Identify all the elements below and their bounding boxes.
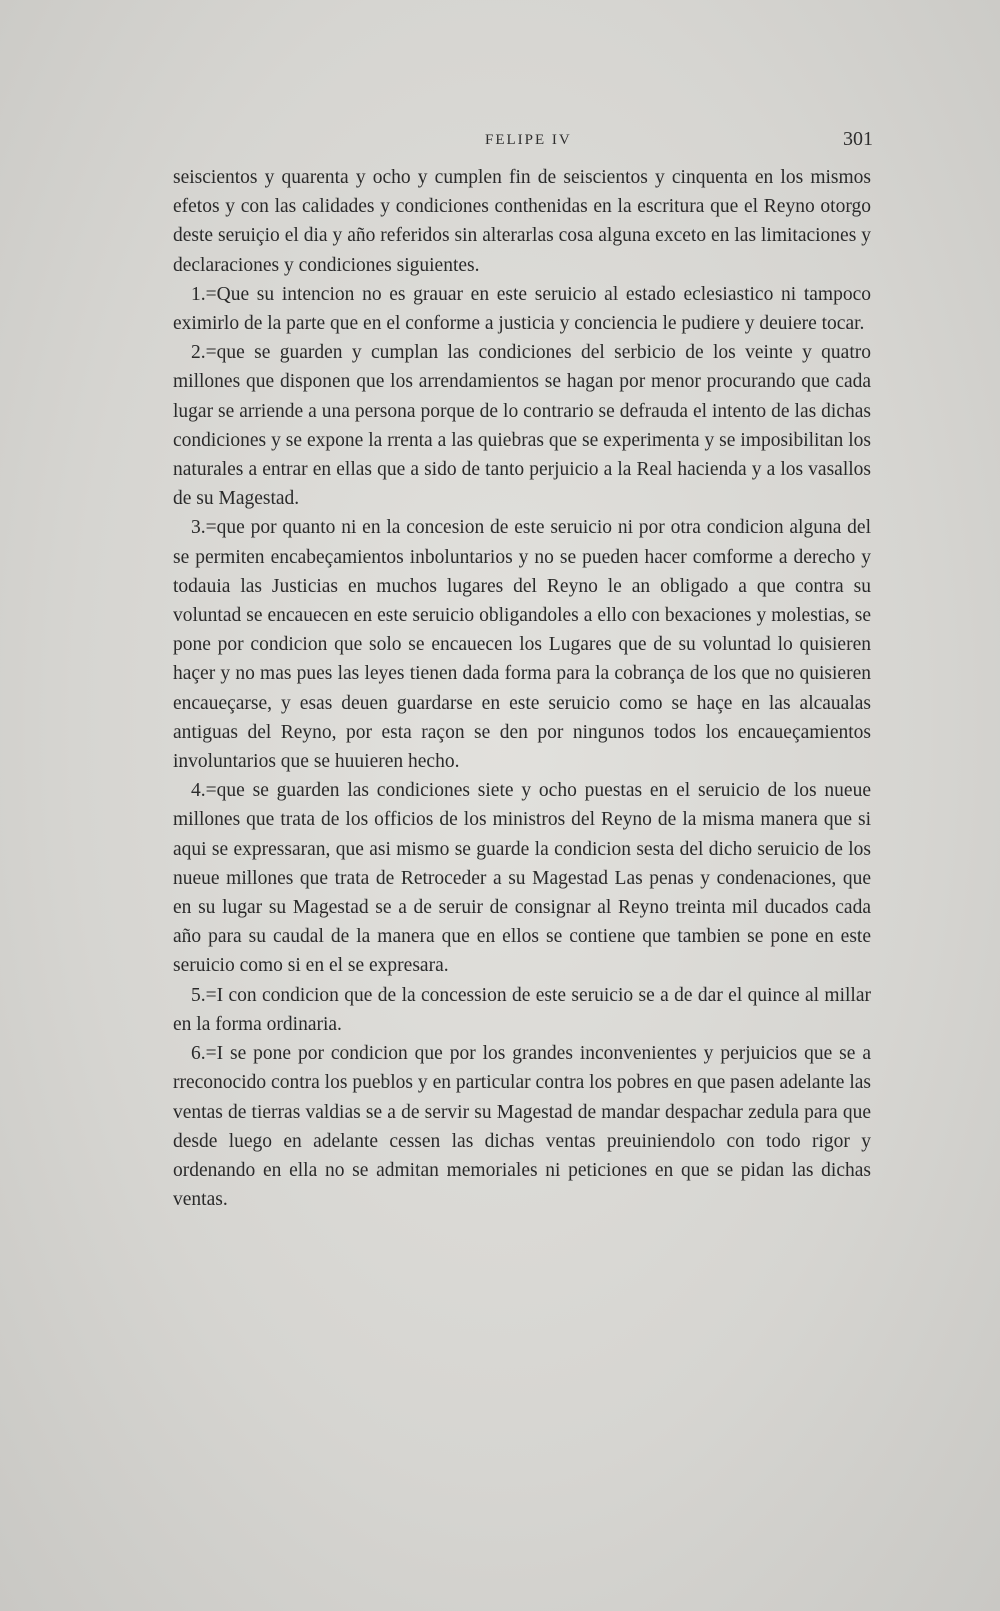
paragraph-condition-3: 3.=que por quanto ni en la concesion de este seruicio ni por otra condicion alguna del se permiten encabeçamientos inboluntarios y no se pueden hacer comforme a derecho y todauia las Justicias en muchos lugares del Reyno le an obligado a que contra su voluntad se encauecen en este seruicio obligandoles a ello con bexaciones y molestias, se pone por condicion que solo se encauecen los Lugares que de su voluntad lo quisieren haçer y no mas pues las leyes tienen dada forma para la cobrança de los que no quisieren encaueçarse, y esas deuen guardarse en este seruicio como se haçe en las alcaualas antiguas del Reyno, por esta raçon se den por ningunos todos los encaueçamientos involuntarios que se huuieren hecho. (173, 517, 871, 773)
body-text (173, 163, 871, 1214)
page-header (173, 128, 873, 158)
paragraph-condition-6: 6.=I se pone por condicion que por los grandes inconvenientes y perjuicios que se a rreconocido contra los pueblos y en particular contra los pobres en que pasen adelante las ventas de tierras valdias se a de servir su Magestad de mandar despachar zedula para que desde luego en adelante cessen las dichas ventas preuiniendolo con todo rigor y ordenando en ella no se admitan memoriales ni peticiones en que se pidan las dichas ventas. (173, 1043, 871, 1211)
paragraph-condition-4: 4.=que se guarden las condiciones siete y ocho puestas en el seruicio de los nueue millones que trata de los officios de los ministros del Reyno de la misma manera que si aqui se expressaran, que asi mismo se guarde la condicion sesta del dicho seruicio de los nueue millones que trata de Retroceder a su Magestad Las penas y condenaciones, que en su lugar su Magestad se a de seruir de consignar al Reyno treinta mil ducados cada año para su caudal de la manera que en ellos se contiene que tambien se pone en este seruicio como si en el se expresara. (173, 780, 871, 977)
paragraph-condition-2: 2.=que se guarden y cumplan las condiciones del serbicio de los veinte y quatro millones que disponen que los arrendamientos se hagan por menor procurando que cada lugar se arriende a una persona porque de lo contrario se defrauda el intento de las dichas condiciones y se expone la rrenta a las quiebras que se experimenta y se imposibilitan los naturales a entrar en ellas que a sido de tanto perjuicio a la Real hacienda y a los vasallos de su Magestad. (173, 342, 871, 510)
paragraph-condition-5: 5.=I con condicion que de la concession de este seruicio se a de dar el quince al millar en la forma ordinaria. (173, 984, 871, 1035)
paragraph-continuation: seiscientos y quarenta y ocho y cumplen fin de seiscientos y cinquenta en los mismos efetos y con las calidades y condiciones conthenidas en la escritura que el Reyno otorgo deste seruiçio el dia y año referidos sin alterarlas cosa alguna exceto en las limitaciones y declaraciones y condiciones siguientes. (173, 167, 871, 276)
paragraph-condition-1: 1.=Que su intencion no es grauar en este seruicio al estado eclesiastico ni tampoco eximirlo de la parte que en el conforme a justicia y conciencia le pudiere y deuiere tocar. (173, 283, 871, 335)
page-number: 301 (843, 128, 873, 150)
running-head: FELIPE IV (485, 132, 572, 148)
